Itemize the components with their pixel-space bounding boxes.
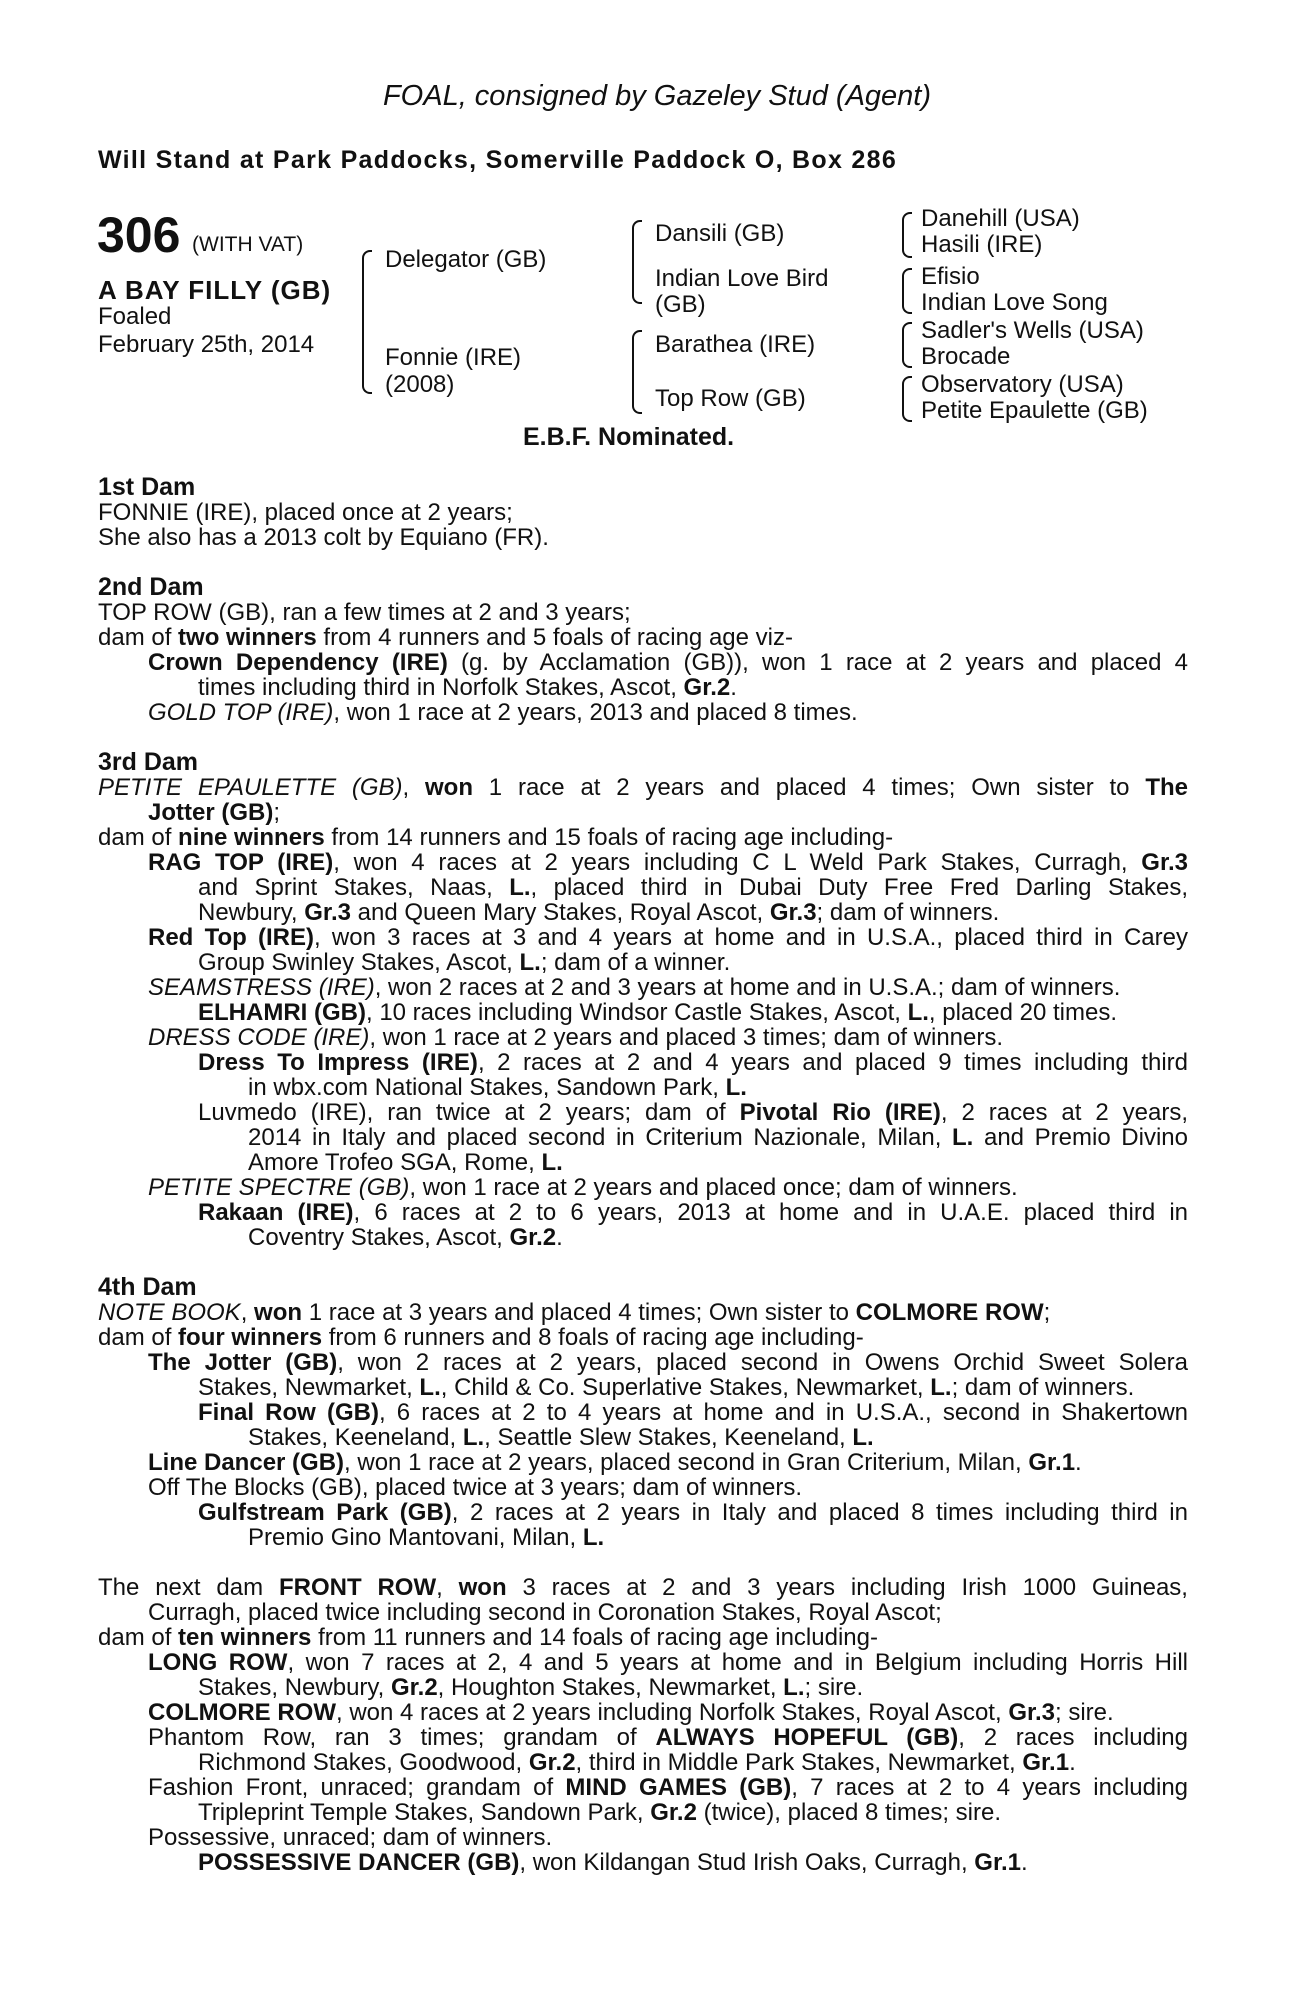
next-dam-line: dam of ten winners from 11 runners and 14 foals of racing age including- (98, 1624, 878, 1651)
second-dam-line: TOP ROW (GB), ran a few times at 2 and 3 years; (98, 599, 631, 626)
third-dam-line: Jotter (GB); (148, 799, 281, 826)
pedigree-brace-1 (362, 250, 372, 394)
produce-record: RAG TOP (IRE), won 4 races at 2 years including C L Weld Park Stakes, Curragh, Gr.3 (148, 849, 1188, 876)
lot-name: A BAY FILLY (GB) (98, 275, 332, 305)
produce-record: Rakaan (IRE), 6 races at 2 to 6 years, 2013 at home and in U.A.E. placed third in (198, 1199, 1189, 1226)
produce-record: Luvmedo (IRE), ran twice at 2 years; dam of Pivotal Rio (IRE), 2 races at 2 years, (198, 1099, 1188, 1126)
produce-record: Final Row (GB), 6 races at 2 to 4 years at home and in U.S.A., second in Shakertown (198, 1399, 1189, 1426)
foaled-label: Foaled (98, 303, 172, 330)
produce-record: 2014 in Italy and placed second in Criterium Nazionale, Milan, L. and Premio Divino (248, 1124, 1188, 1151)
next-dam-line: The next dam FRONT ROW, won 3 races at 2 and 3 years including Irish 1000 Guineas, (98, 1574, 1188, 1601)
produce-record: Gulfstream Park (GB), 2 races at 2 years in Italy and placed 8 times including third in (198, 1499, 1188, 1526)
sire-sire: Dansili (GB) (655, 220, 785, 247)
ped-ddd: Petite Epaulette (GB) (921, 397, 1148, 424)
produce-record: COLMORE ROW, won 4 races at 2 years including Norfolk Stakes, Royal Ascot, Gr.3; sire. (148, 1699, 1114, 1726)
produce-record: Dress To Impress (IRE), 2 races at 2 and 4 years and placed 9 times including third (198, 1049, 1189, 1076)
produce-record: and Sprint Stakes, Naas, L., placed third in Dubai Duty Free Fred Darling Stakes, (198, 874, 1188, 901)
produce-record: Line Dancer (GB), won 1 race at 2 years, placed second in Gran Criterium, Milan, Gr.1. (148, 1449, 1082, 1476)
ped-sdd: Indian Love Song (921, 289, 1108, 316)
produce-record: times including third in Norfolk Stakes, Ascot, Gr.2. (198, 674, 737, 701)
ped-dss: Sadler's Wells (USA) (921, 317, 1144, 344)
dam-dam: Top Row (GB) (655, 385, 806, 412)
second-dam-heading: 2nd Dam (98, 573, 204, 601)
first-dam-heading: 1st Dam (98, 473, 196, 501)
produce-record: Fashion Front, unraced; grandam of MIND GAMES (GB), 7 races at 2 to 4 years including (148, 1774, 1189, 1801)
next-dam-line: Curragh, placed twice including second in Coronation Stakes, Royal Ascot; (148, 1599, 942, 1626)
produce-record: Group Swinley Stakes, Ascot, L.; dam of a winner. (198, 949, 731, 976)
ped-dds: Observatory (USA) (921, 371, 1124, 398)
produce-record: in wbx.com National Stakes, Sandown Park, L. (248, 1074, 747, 1101)
produce-record: Phantom Row, ran 3 times; grandam of ALWAYS HOPEFUL (GB), 2 races including (148, 1724, 1188, 1751)
produce-record: GOLD TOP (IRE), won 1 race at 2 years, 2013 and placed 8 times. (148, 699, 858, 726)
produce-record: Tripleprint Temple Stakes, Sandown Park, Gr.2 (twice), placed 8 times; sire. (198, 1799, 1002, 1826)
third-dam-line: PETITE EPAULETTE (GB), won 1 race at 2 years and placed 4 times; Own sister to The (98, 774, 1188, 801)
produce-record: Premio Gino Mantovani, Milan, L. (248, 1524, 605, 1551)
produce-record: Stakes, Newmarket, L., Child & Co. Superlative Stakes, Newmarket, L.; dam of winners. (198, 1374, 1135, 1401)
ped-sds: Efisio (921, 263, 980, 290)
produce-record: Possessive, unraced; dam of winners. (148, 1824, 553, 1851)
produce-record: Off The Blocks (GB), placed twice at 3 years; dam of winners. (148, 1474, 803, 1501)
ped-dsd: Brocade (921, 343, 1011, 370)
ped-sss: Danehill (USA) (921, 205, 1080, 232)
pedigree-brace-3 (632, 330, 642, 414)
vat-note: (WITH VAT) (192, 233, 304, 256)
produce-record: Stakes, Keeneland, L., Seattle Slew Stakes, Keeneland, L. (248, 1424, 874, 1451)
pedigree-brace-7 (902, 376, 912, 422)
first-dam-line: She also has a 2013 colt by Equiano (FR). (98, 524, 549, 551)
lot-number: 306 (97, 207, 181, 263)
dam-year: (2008) (385, 371, 455, 398)
produce-record: Crown Dependency (IRE) (g. by Acclamation (GB)), won 1 race at 2 years and placed 4 (148, 649, 1189, 676)
sire-dam-country: (GB) (655, 291, 706, 318)
third-dam-line: dam of nine winners from 14 runners and 15 foals of racing age including- (98, 824, 894, 851)
produce-record: Newbury, Gr.3 and Queen Mary Stakes, Royal Ascot, Gr.3; dam of winners. (198, 899, 1000, 926)
sire: Delegator (GB) (385, 246, 547, 273)
produce-record: Coventry Stakes, Ascot, Gr.2. (248, 1224, 563, 1251)
produce-record: LONG ROW, won 7 races at 2, 4 and 5 years at home and in Belgium including Horris Hill (148, 1649, 1188, 1676)
fourth-dam-line: dam of four winners from 6 runners and 8 foals of racing age including- (98, 1324, 864, 1351)
produce-record: Amore Trofeo SGA, Rome, L. (248, 1149, 563, 1176)
dam-sire: Barathea (IRE) (655, 331, 816, 358)
pedigree-brace-6 (902, 322, 912, 368)
sire-dam: Indian Love Bird (655, 265, 829, 292)
third-dam-heading: 3rd Dam (98, 748, 199, 776)
produce-record: DRESS CODE (IRE), won 1 race at 2 years and placed 3 times; dam of winners. (148, 1024, 1004, 1051)
produce-record: The Jotter (GB), won 2 races at 2 years, placed second in Owens Orchid Sweet Solera (148, 1349, 1189, 1376)
first-dam-line: FONNIE (IRE), placed once at 2 years; (98, 499, 513, 526)
stabling-location: Will Stand at Park Paddocks, Somerville Paddock O, Box 286 (98, 146, 898, 174)
fourth-dam-heading: 4th Dam (98, 1273, 197, 1301)
produce-record: POSSESSIVE DANCER (GB), won Kildangan Stud Irish Oaks, Curragh, Gr.1. (198, 1849, 1028, 1876)
pedigree-brace-4 (902, 212, 912, 258)
produce-record: Stakes, Newbury, Gr.2, Houghton Stakes, Newmarket, L.; sire. (198, 1674, 864, 1701)
produce-record: SEAMSTRESS (IRE), won 2 races at 2 and 3 years at home and in U.S.A.; dam of winners. (148, 974, 1121, 1001)
produce-record: Richmond Stakes, Goodwood, Gr.2, third in Middle Park Stakes, Newmarket, Gr.1. (198, 1749, 1076, 1776)
catalogue-heading: FOAL, consigned by Gazeley Stud (Agent) (382, 80, 932, 112)
produce-record: PETITE SPECTRE (GB), won 1 race at 2 years and placed once; dam of winners. (148, 1174, 1018, 1201)
produce-record: Red Top (IRE), won 3 races at 3 and 4 years at home and in U.S.A., placed third in Carey (148, 924, 1188, 951)
pedigree-brace-2 (632, 220, 642, 304)
pedigree-brace-5 (902, 268, 912, 314)
second-dam-line: dam of two winners from 4 runners and 5 foals of racing age viz- (98, 624, 793, 651)
produce-record: ELHAMRI (GB), 10 races including Windsor Castle Stakes, Ascot, L., placed 20 times. (198, 999, 1118, 1026)
fourth-dam-line: NOTE BOOK, won 1 race at 3 years and placed 4 times; Own sister to COLMORE ROW; (98, 1299, 1051, 1326)
foaled-date: February 25th, 2014 (98, 331, 315, 358)
dam: Fonnie (IRE) (385, 344, 522, 371)
ped-ssd: Hasili (IRE) (921, 231, 1043, 258)
ebf-nominated: E.B.F. Nominated. (523, 423, 735, 451)
